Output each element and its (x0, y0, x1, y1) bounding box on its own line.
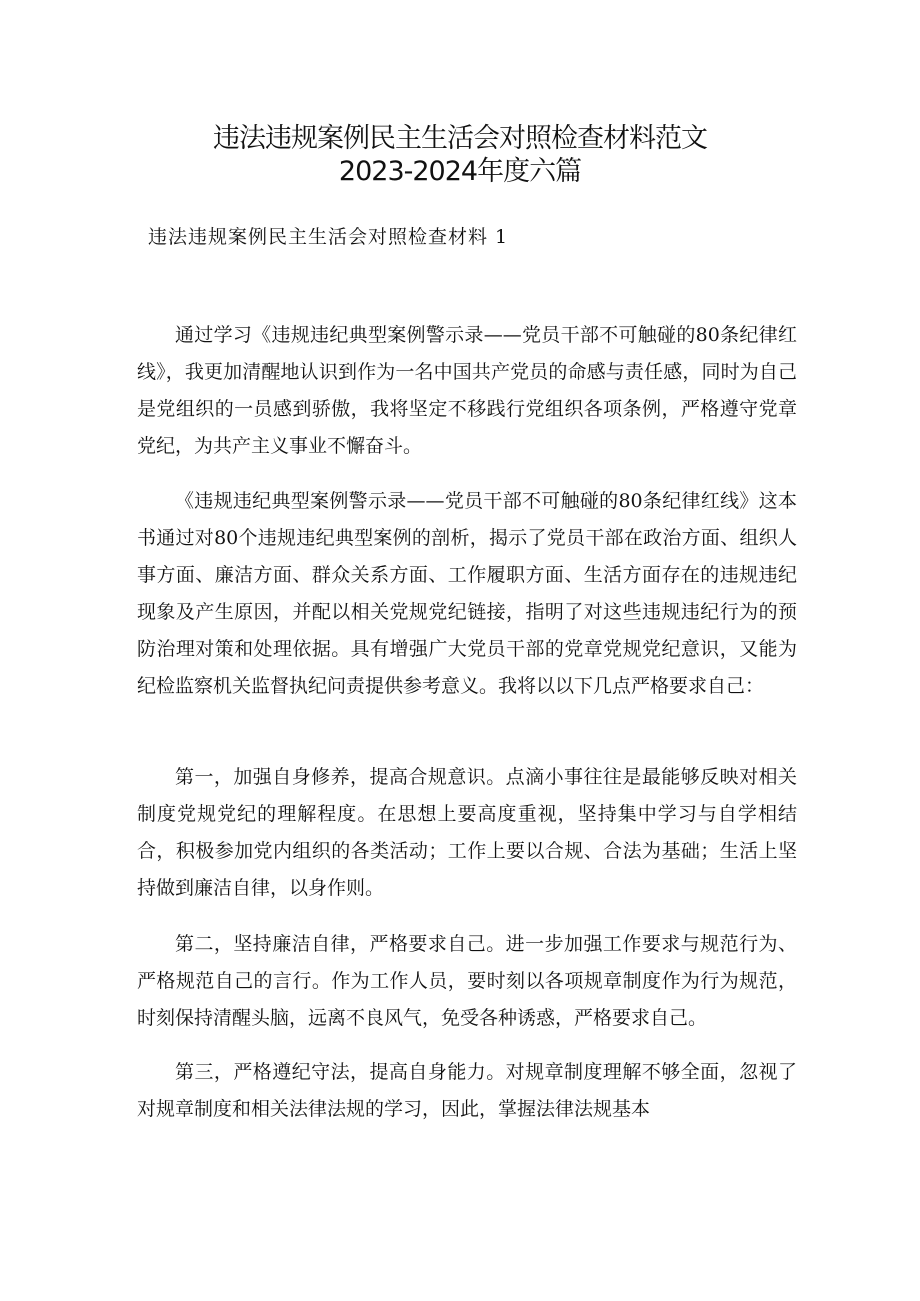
paragraph-point-3: 第三，严格遵纪守法，提高自身能力。对规章制度理解不够全面，忽视了对规章制度和相关法律法规的学习，因此，掌握法律法规基本 (137, 1061, 797, 1120)
paragraph-point-2: 第二，坚持廉洁自律，严格要求自己。进一步加强工作要求与规范行为、严格规范自己的言行。作为工作人员，要时刻以各项规章制度作为行为规范，时刻保持清醒头脑，远离不良风气，免受各种诱惑，严格要求自己。 (137, 933, 797, 1029)
paragraph-point-1: 第一，加强自身修养，提高合规意识。点滴小事往往是最能够反映对相关制度党规党纪的理解程度。在思想上要高度重视，坚持集中学习与自学相结合，积极参加党内组织的各类活动；工作上要以合规、合法为基础；生活上坚持做到廉洁自律，以身作则。 (137, 766, 797, 899)
paragraph-book-summary: 《违规违纪典型案例警示录——党员干部不可触碰的80条纪律红线》这本书通过对80个违规违纪典型案例的剖析，揭示了党员干部在政治方面、组织人事方面、廉洁方面、群众关系方面、工作履职方面、生活方面存在的违规违纪现象及产生原因，并配以相关党规党纪链接，指明了对这些违规违纪行为的预防治理对策和处理依据。具有增强广大党员干部的党章党规党纪意识，又能为纪检监察机关监督执纪问责提供参考意义。我将以以下几点严格要求自己： (137, 490, 797, 697)
paragraph-intro: 通过学习《违规违纪典型案例警示录——党员干部不可触碰的80条纪律红线》，我更加清醒地认识到作为一名中国共产党员的命感与责任感，同时为自己是党组织的一员感到骄傲，我将坚定不移践行党组织各项条例，严格遵守党章党纪，为共产主义事业不懈奋斗。 (137, 324, 797, 457)
document-title-line-2: 2023-2024年度六篇 (338, 156, 582, 187)
section-heading: 违法违规案例民主生活会对照检查材料 1 (148, 226, 509, 248)
document-title-line-1: 违法违规案例民主生活会对照检查材料范文 (213, 123, 707, 154)
